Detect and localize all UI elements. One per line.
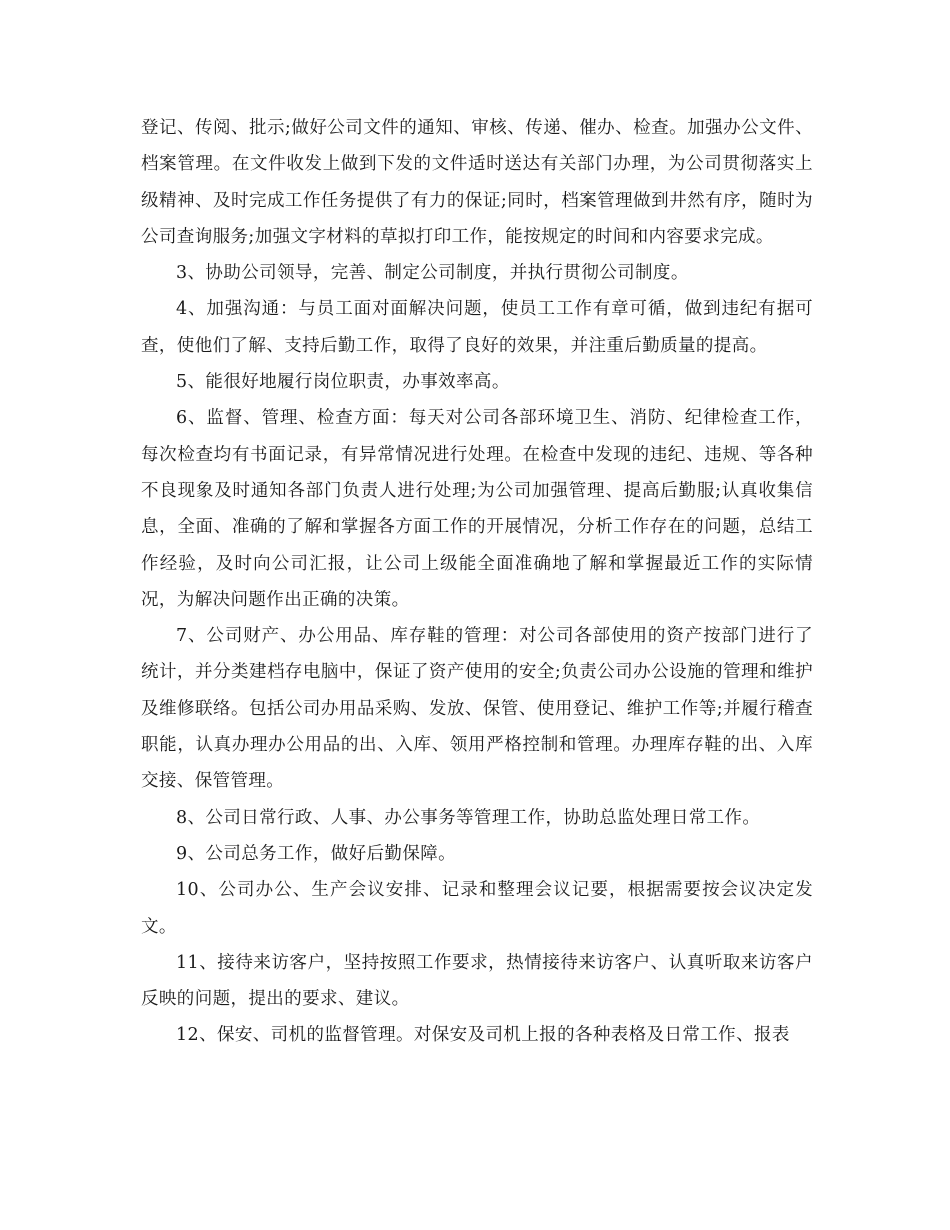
paragraph-item-6: 6、监督、管理、检查方面：每天对公司各部环境卫生、消防、纪律检查工作，每次检查均有书面记录，有异常情况进行处理。在检查中发现的违纪、违规、等各种不良现象及时通知各部门负责人进行处理;为公司加强管理、提高后勤服;认真收集信息，全面、准确的了解和掌握各方面工作的开展情况，分析工作存在的问题，总结工作经验，及时向公司汇报，让公司上级能全面准确地了解和掌握最近工作的实际情况，为解决问题作出正确的决策。: [141, 408, 813, 610]
paragraph-continuation: 登记、传阅、批示;做好公司文件的通知、审核、传递、催办、检查。加强办公文件、档案管理。在文件收发上做到下发的文件适时送达有关部门办理，为公司贯彻落实上级精神、及时完成工作任务提供了有力的保证;同时，档案管理做到井然有序，随时为公司查询服务;加强文字材料的草拟打印工作，能按规定的时间和内容要求完成。: [141, 118, 813, 247]
paragraph-item-12: 12、保安、司机的监督管理。对保安及司机上报的各种表格及日常工作、报表: [176, 1025, 790, 1046]
paragraph-item-9: 9、公司总务工作，做好后勤保障。: [176, 843, 457, 864]
paragraph-item-8: 8、公司日常行政、人事、办公事务等管理工作，协助总监处理日常工作。: [176, 807, 761, 828]
document-body: [141, 110, 813, 1054]
paragraph-item-10: 10、公司办公、生产会议安排、记录和整理会议记要，根据需要按会议决定发文。: [141, 880, 813, 937]
paragraph-item-7: 7、公司财产、办公用品、库存鞋的管理：对公司各部使用的资产按部门进行了统计，并分类建档存电脑中，保证了资产使用的安全;负责公司办公设施的管理和维护及维修联络。包括公司办用品采购、发放、保管、使用登记、维护工作等;并履行稽查职能，认真办理办公用品的出、入库、领用严格控制和管理。办理库存鞋的出、入库交接、保管管理。: [141, 626, 813, 792]
paragraph-item-5: 5、能很好地履行岗位职责，办事效率高。: [176, 372, 510, 393]
paragraph-item-11: 11、接待来访客户，坚持按照工作要求，热情接待来访客户、认真听取来访客户反映的问题，提出的要求、建议。: [141, 952, 813, 1010]
paragraph-item-4: 4、加强沟通：与员工面对面解决问题，使员工工作有章可循，做到违纪有据可查，使他们了解、支持后勤工作，取得了良好的效果，并注重后勤质量的提高。: [141, 299, 813, 356]
paragraph-item-3: 3、协助公司领导，完善、制定公司制度，并执行贯彻公司制度。: [176, 263, 689, 284]
